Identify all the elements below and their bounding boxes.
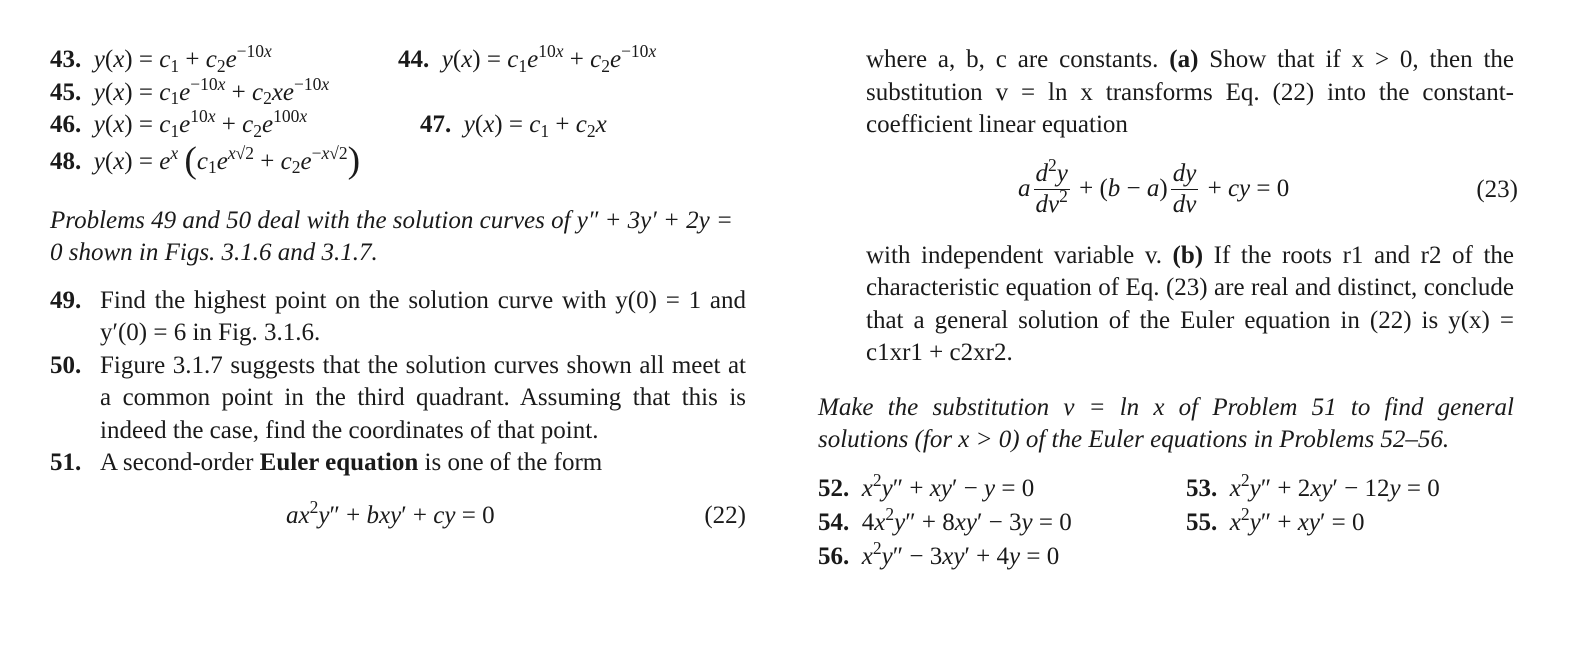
math-expression: $y(x) = c_1 + c_2x$	[457, 111, 607, 141]
right-column	[818, 44, 1518, 575]
problem-49	[50, 285, 746, 350]
problem-50	[50, 350, 746, 448]
problem-number: 45.	[50, 78, 82, 106]
problem-number: 51.	[50, 449, 82, 476]
euler-equation-term: Euler equation	[259, 449, 419, 476]
problem-46	[50, 106, 308, 141]
problem-52	[818, 469, 1035, 502]
problem-number: 47.	[420, 111, 452, 138]
paragraph-text: with independent variable v.	[866, 241, 1173, 269]
problem-text: Figure 3.1.7 suggests that the solution curves shown all meet at a common point in the third quadrant. Assuming that this is indeed the case, find the coordinates of that point.	[100, 351, 746, 444]
problem-number: 43.	[50, 46, 82, 73]
problem-text: A second-order	[100, 449, 260, 476]
math-expression: $y(x) = c_1e^{10x} + c_2e^{100x}$	[87, 106, 308, 141]
paragraph-text: where a, b, c are constants.	[866, 46, 1170, 73]
math-expression: $x^2y'' + xy' = 0$	[1223, 503, 1365, 536]
problem-51	[50, 447, 746, 480]
math-expression: $y(x) = c_1 + c_2e^{-10x}$	[87, 41, 272, 76]
problem-47	[420, 109, 607, 142]
math-expression: $x^2y'' + 2xy' - 12y = 0$	[1223, 469, 1440, 502]
equation-22	[50, 496, 746, 540]
paragraph-text: Show that if x > 0, then the substitution v = ln x transforms Eq. (22) into the constant-coefficient linear equation	[866, 46, 1514, 138]
problem-number: 55.	[1186, 508, 1218, 536]
problem-number: 50.	[50, 351, 82, 379]
math-expression: a $\frac{d^2y}{dv^2}$ + ( b − a ) $\frac{dy}{dv}$ + cy = 0	[1018, 155, 1290, 218]
problem-51-part-b	[866, 240, 1514, 370]
problem-44	[398, 41, 657, 77]
problem-53	[1186, 469, 1440, 506]
problems-43-44	[50, 41, 746, 77]
problem-48	[50, 139, 746, 188]
math-expression: $4x^2y'' + 8xy' - 3y = 0$	[861, 503, 1072, 536]
math-expression: $y(x) = c_1e^{-10x} + c_2xe^{-10x}$	[87, 73, 330, 109]
equation-23	[818, 152, 1518, 228]
fraction-dy-dv: $\frac{dy}{dv}$	[1172, 160, 1197, 218]
problems-46-47	[50, 106, 746, 142]
problem-number: 46.	[50, 111, 82, 138]
part-a-label: (a)	[1169, 46, 1199, 73]
equation-label: (22)	[704, 501, 746, 529]
left-column	[50, 41, 746, 540]
math-expression: $y(x) = e^x$ $(c_1e^{x√2} + c_2e^{-x√2})$	[87, 139, 361, 181]
math-expression: $x^2y'' + xy' - y = 0$	[855, 469, 1035, 502]
problem-number: 48.	[50, 147, 82, 175]
math-expression: $ax^2y'' + bxy'$ + cy = 0	[286, 496, 495, 529]
problems-52-53	[818, 469, 1514, 507]
problem-number: 54.	[818, 508, 850, 536]
problem-text-end: is one of the form	[418, 449, 603, 476]
problem-43	[50, 41, 272, 76]
problem-55	[1186, 503, 1365, 540]
part-b-label: (b)	[1172, 241, 1204, 269]
problem-54	[818, 503, 1072, 536]
fraction-d2y-dv2: $\frac{d^2y}{dv^2}$	[1035, 155, 1068, 218]
problem-number: 49.	[50, 286, 82, 314]
problem-number: 52.	[818, 474, 850, 502]
math-expression: $y(x) = c_1e^{10x} + c_2e^{-10x}$	[435, 41, 657, 76]
paragraph-text: If the roots r1 and r2 of the characteristic equation of Eq. (23) are real and distinct, conclude that a general solution of the Euler equation in (22) is y(x) = c1xr1 + c2xr2.	[866, 241, 1514, 366]
problem-text: Find the highest point on the solution curve with y(0) = 1 and y′(0) = 6 in Fig. 3.1.6.	[100, 286, 746, 346]
problems-54-55	[818, 503, 1514, 541]
instruction-problems-52-56: Make the substitution v = ln x of Problem 51 to find general solutions (for x > 0) of the Euler equations in Problems 52–56.	[818, 393, 1514, 453]
problem-51-continued	[866, 44, 1514, 142]
problem-45	[50, 73, 746, 110]
equation-label: (23)	[1476, 175, 1518, 203]
problem-number: 44.	[398, 46, 430, 73]
problem-number: 56.	[818, 542, 850, 570]
problem-56	[818, 537, 1514, 575]
instruction-problems-49-50: Problems 49 and 50 deal with the solution curves of y″ + 3y′ + 2y = 0 shown in Figs. 3.1.6 and 3.1.7.	[50, 206, 733, 266]
problem-number: 53.	[1186, 474, 1218, 502]
math-expression: $x^2y'' - 3xy' + 4y = 0$	[855, 537, 1060, 570]
